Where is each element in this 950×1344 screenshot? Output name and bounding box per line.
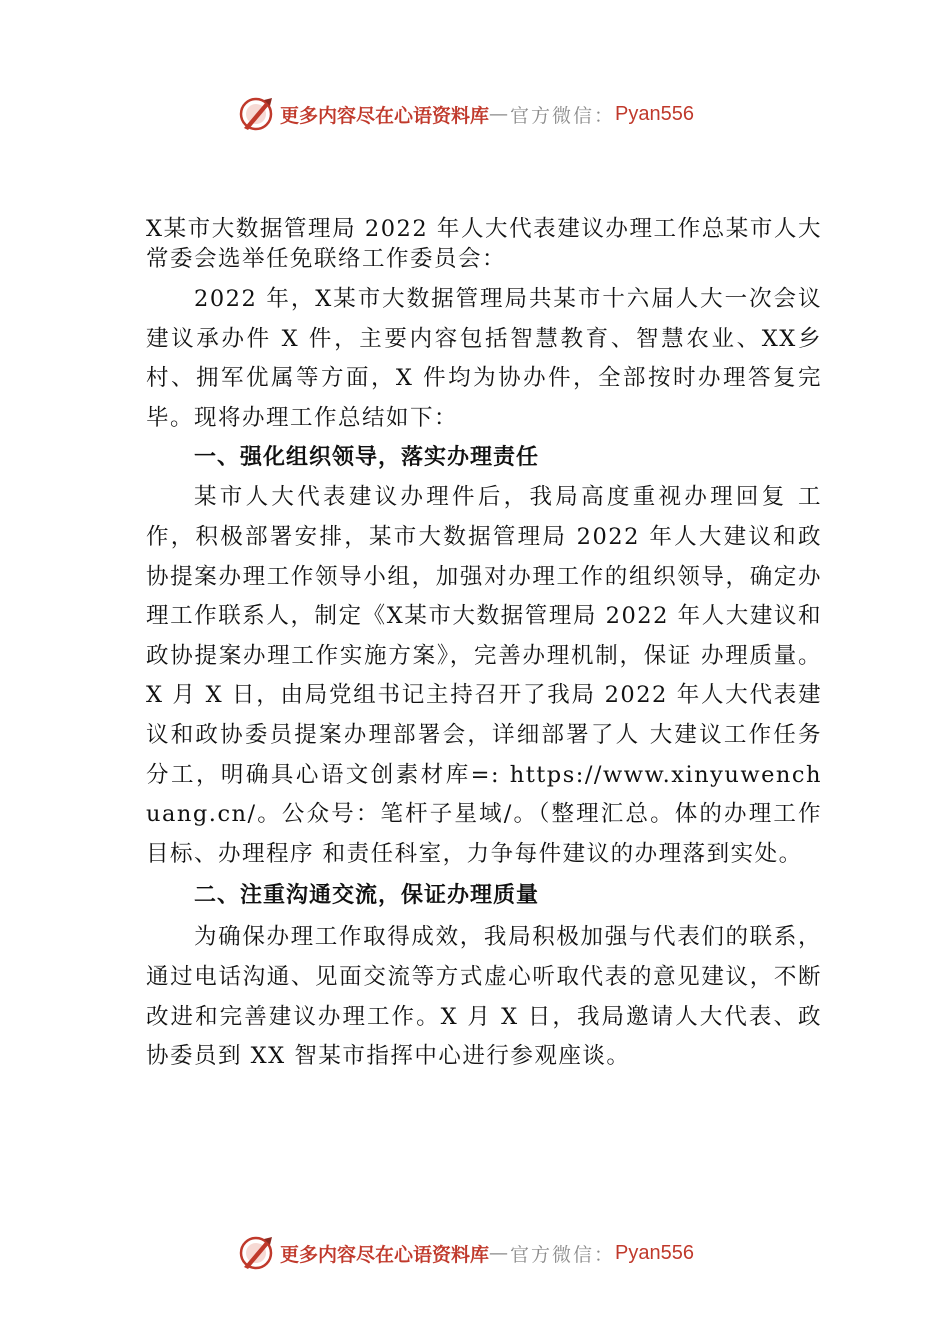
watermark-separator: — — [489, 103, 511, 125]
document-title: X某市大数据管理局 2022 年人大代表建议办理工作总某市人大常委会选举任免联络工作委员会： — [146, 216, 822, 272]
section-1-heading: 一、强化组织领导，落实办理责任 — [194, 445, 540, 471]
watermark-wechat-id: Pyan556 — [615, 1241, 694, 1264]
watermark-wechat-label: 官方微信： — [510, 104, 616, 127]
watermark-wechat-id: Pyan556 — [615, 102, 694, 125]
quill-pen-logo-icon — [236, 1233, 276, 1273]
section-1-paragraph: 某市人大代表建议办理件后，我局高度重视办理回复 工作，积极部署安排，某市大数据管理局 2022 年人大建议和政协提案办理工作领导小组，加强对办理工作的组织领导，确定办理工作联系人，制定《X某市大数据管理局 2022 年人大建议和政协提案办理工作实施方案》，完善办理机制，保证 办理质量。X 月 X 日，由局党组书记主持召开了我局 2022 年人大代表建议和政协委员提案办理部署会，详细部署了人 大建议工作任务分工，明确具心语文创素材库=: https://www.xinyuwenchuang.cn/。公众号：笔杆子星域/。（整理汇总。体的办理工作目标、办理程序 和责任科室，力争每件建议的办理落到实处。 — [146, 484, 822, 867]
intro-paragraph: 2022 年，X某市大数据管理局共某市十六届人大一次会议建议承办件 X 件，主要内容包括智慧教育、智慧农业、XX乡村、拥军优属等方面，X 件均为协办件，全部按时办理答复完毕。现将办理工作总结如下： — [146, 286, 822, 431]
quill-pen-logo-icon — [236, 94, 276, 134]
watermark-wechat-label: 官方微信： — [510, 1243, 616, 1266]
watermark-separator: — — [489, 1242, 511, 1264]
watermark-banner-top — [236, 92, 694, 136]
watermark-brand: 更多内容尽在心语资料库 — [280, 1243, 490, 1266]
section-2-paragraph: 为确保办理工作取得成效，我局积极加强与代表们的联系，通过电话沟通、见面交流等方式虚心听取代表的意见建议，不断改进和完善建议办理工作。X 月 X 日，我局邀请人大代表、政协委员到 XX 智某市指挥中心进行参观座谈。 — [146, 924, 822, 1070]
watermark-brand: 更多内容尽在心语资料库 — [280, 104, 490, 127]
watermark-banner-bottom — [236, 1231, 694, 1275]
section-2-heading: 二、注重沟通交流，保证办理质量 — [194, 883, 540, 909]
document-body — [146, 214, 822, 1077]
